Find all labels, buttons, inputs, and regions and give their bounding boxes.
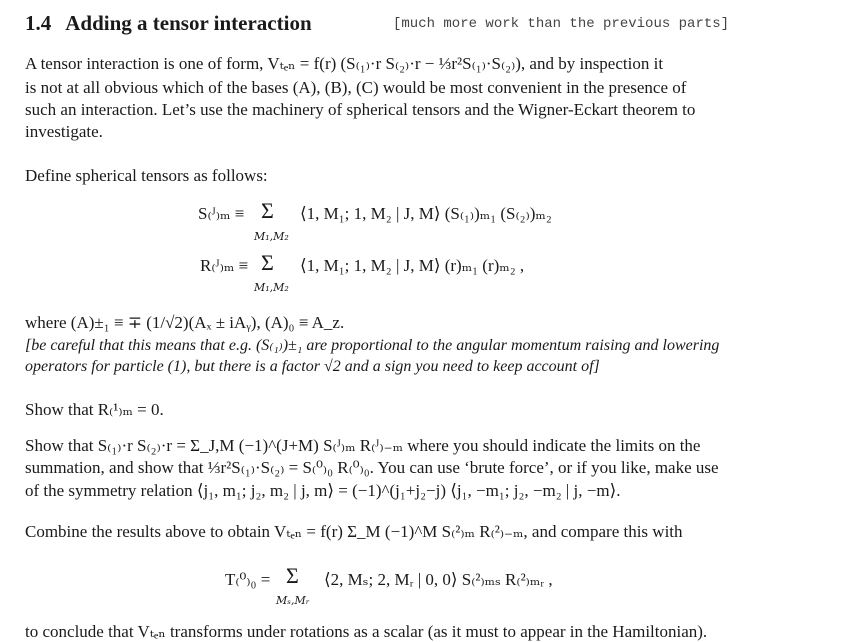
where-line: where (A)±₁ ≡ ∓ (1/√2)(Aₓ ± iAᵧ), (A)₀ ≡ A_z. [25, 313, 345, 332]
equation-t-rhs: ⟨2, Mₛ; 2, Mᵣ | 0, 0⟩ S₍²₎ₘₛ R₍²₎ₘᵣ , [324, 570, 553, 589]
para1-line2: is not at all obvious which of the bases (A), (B), (C) would be most convenient in the presence of [25, 78, 687, 97]
equation-r-limits: M₁,M₂ [254, 281, 289, 294]
para2-line2: summation, and show that ⅓r²S₍₁₎·S₍₂₎ = S₍⁰₎₀ R₍⁰₎₀. You can use ‘brute force’, or if you like, make use [25, 458, 719, 477]
sum-symbol: Σ [261, 250, 274, 275]
sum-symbol: Σ [261, 198, 274, 223]
sum-symbol: Σ [286, 563, 299, 588]
equation-s-rhs: ⟨1, M₁; 1, M₂ | J, M⟩ (S₍₁₎)ₘ₁ (S₍₂₎)ₘ₂ [300, 204, 552, 223]
equation-r-rhs: ⟨1, M₁; 1, M₂ | J, M⟩ (r)ₘ₁ (r)ₘ₂ , [300, 256, 525, 275]
equation-r-sum [261, 250, 274, 276]
equation-r-lhs: R₍ᴶ₎ₘ ≡ [200, 256, 249, 275]
para2-line1: Show that S₍₁₎·r S₍₂₎·r = Σ_J,M (−1)^(J+M) S₍ᴶ₎ₘ R₍ᴶ₎₋ₘ where you should indicate the limits on the [25, 436, 701, 455]
section-title: Adding a tensor interaction [65, 11, 312, 35]
para1-line1: A tensor interaction is one of form, Vₜₑₙ = f(r) (S₍₁₎·r S₍₂₎·r − ⅓r²S₍₁₎·S₍₂₎), and by inspection it [25, 54, 664, 73]
define-text: Define spherical tensors as follows: [25, 166, 268, 185]
combine-line: Combine the results above to obtain Vₜₑₙ = f(r) Σ_M (−1)^M S₍²₎ₘ R₍²₎₋ₘ, and compare this with [25, 522, 683, 541]
conclusion-line: to conclude that Vₜₑₙ transforms under rotations as a scalar (as it must to appear in the Hamiltonian). [25, 622, 708, 641]
para1-line3: such an interaction. Let’s use the machinery of spherical tensors and the Wigner-Eckart theorem to [25, 100, 696, 119]
section-heading [25, 11, 312, 36]
equation-s-lhs: S₍ᴶ₎ₘ ≡ [198, 204, 245, 223]
para1-line4: investigate. [25, 122, 103, 141]
note-line1: [be careful that this means that e.g. (S₍₁₎)±₁ are proportional to the angular momentum raising and lowering [25, 337, 720, 354]
show-r-zero: Show that R₍¹₎ₘ = 0. [25, 400, 164, 419]
equation-t-limits: Mₛ,Mᵣ [276, 594, 310, 607]
para2-line3: of the symmetry relation ⟨j₁, m₁; j₂, m₂ | j, m⟩ = (−1)^(j₁+j₂−j) ⟨j₁, −m₁; j₂, −m₂ | j, −m⟩. [25, 481, 621, 500]
equation-t-sum [286, 563, 299, 589]
section-number: 1.4 [25, 11, 52, 35]
equation-s-limits: M₁,M₂ [254, 230, 289, 243]
section-remark: [much more work than the previous parts] [393, 16, 730, 32]
equation-s-sum [261, 198, 274, 224]
note-line2: operators for particle (1), but there is a factor √2 and a sign you need to keep account of] [25, 358, 600, 375]
equation-t-lhs: T₍⁰₎₀ = [225, 570, 271, 589]
